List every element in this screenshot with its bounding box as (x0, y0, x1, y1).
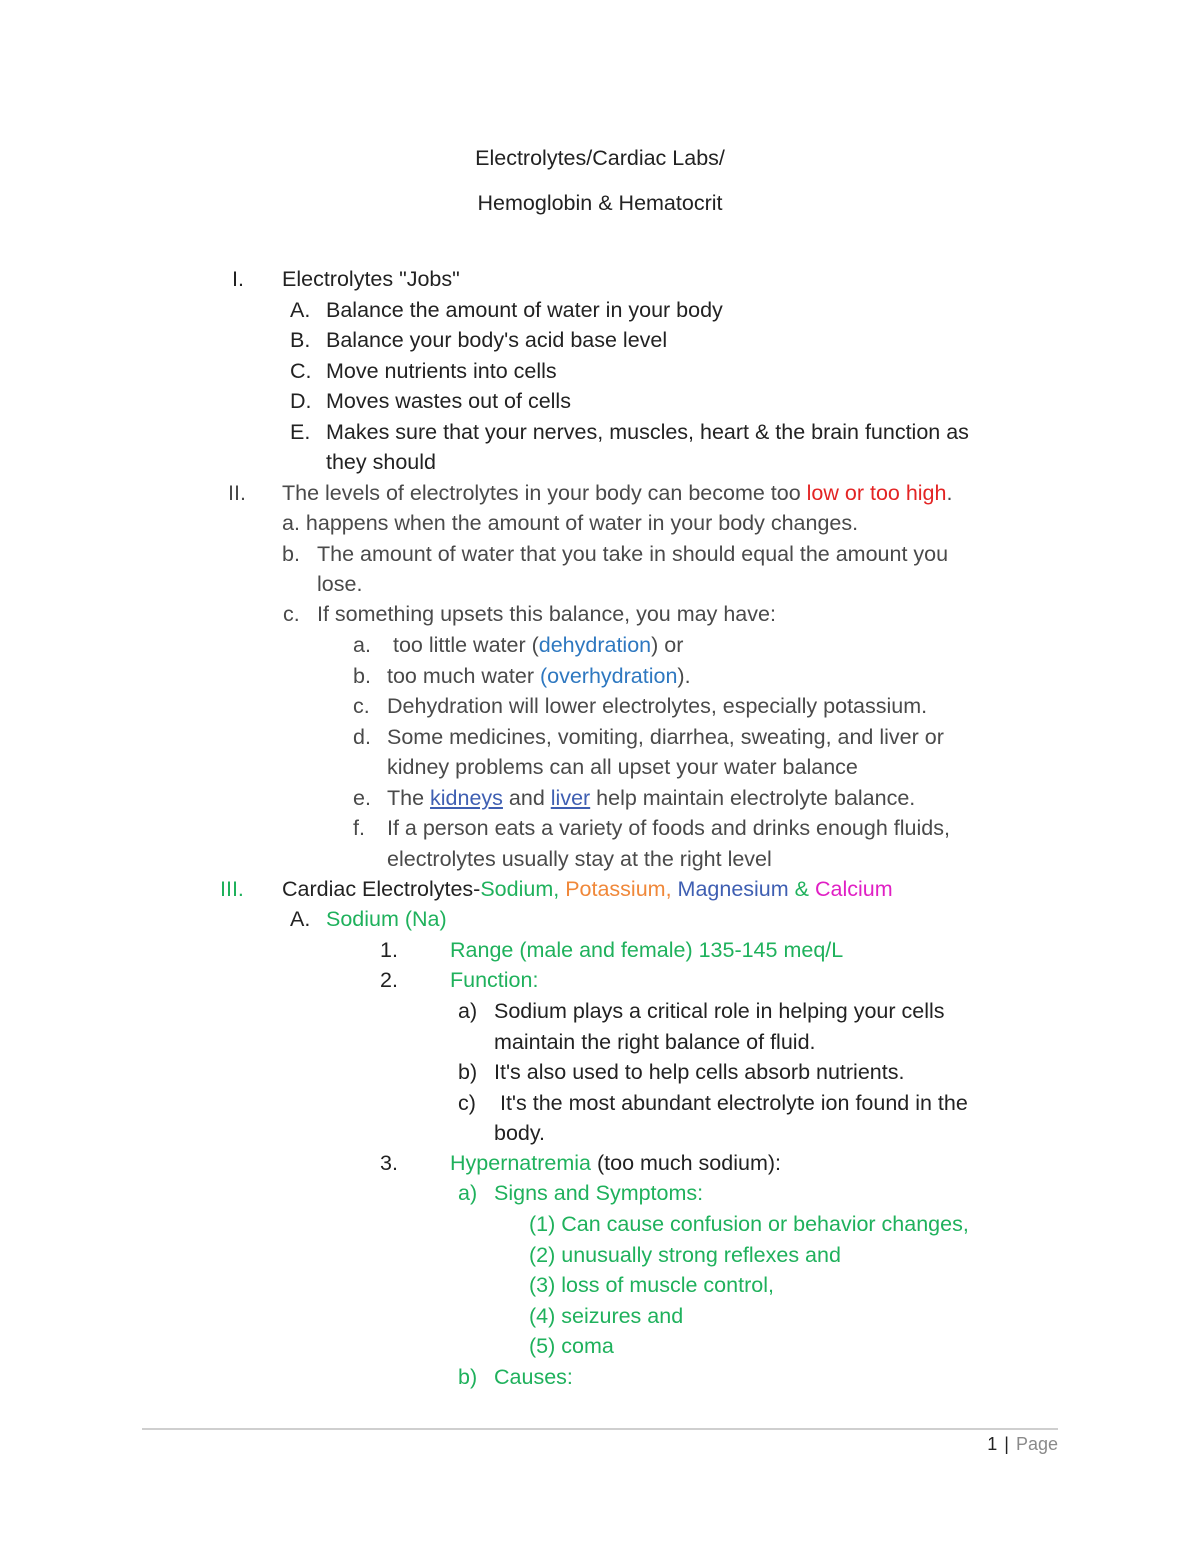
list-marker: b. (353, 664, 371, 688)
list-item-continuation: lose. (317, 572, 363, 596)
list-marker: d. (353, 725, 371, 749)
list-item: It's also used to help cells absorb nutrients. (494, 1060, 905, 1084)
section-2-heading: The levels of electrolytes in your body can become too low or too high. (282, 481, 953, 505)
list-item: The amount of water that you take in should equal the amount you (317, 542, 949, 566)
symptom-item: (2) unusually strong reflexes and (529, 1243, 841, 1267)
symptom-item: (3) loss of muscle control, (529, 1273, 774, 1297)
list-item: too little water (dehydration) or (387, 633, 684, 657)
symptom-item: (1) Can cause confusion or behavior changes, (529, 1212, 969, 1236)
page-label: Page (1015, 1434, 1058, 1454)
list-item: Signs and Symptoms: (494, 1181, 704, 1205)
section-3-number: III. (220, 877, 244, 901)
term-dehydration: dehydration (538, 633, 652, 657)
list-marker: 1. (380, 938, 398, 962)
list-item: Balance the amount of water in your body (326, 298, 723, 322)
term-overhydration: (overhydration (539, 664, 678, 688)
symptom-item: (4) seizures and (529, 1304, 684, 1328)
list-item: If a person eats a variety of foods and drinks enough fluids, (387, 816, 950, 840)
symptom-item: (5) coma (529, 1334, 614, 1358)
list-item: Hypernatremia (too much sodium): (450, 1151, 781, 1175)
section-3-heading: Cardiac Electrolytes-Sodium, Potassium, Magnesium & Calcium (282, 877, 893, 901)
list-marker: D. (290, 389, 312, 413)
highlight-red: low or too high (806, 481, 947, 505)
doc-title-line-1: Electrolytes/Cardiac Labs/ (475, 146, 725, 170)
list-item-continuation: body. (494, 1121, 545, 1145)
term-magnesium: Magnesium (677, 877, 789, 901)
list-item: Balance your body's acid base level (326, 328, 668, 352)
list-marker: A. (290, 298, 311, 322)
list-item: If something upsets this balance, you may have: (317, 602, 776, 626)
list-marker: a) (458, 999, 478, 1023)
term-hypernatremia: Hypernatremia (450, 1151, 591, 1175)
list-item: Dehydration will lower electrolytes, especially potassium. (387, 694, 928, 718)
page-footer (987, 1434, 1058, 1455)
list-item: Move nutrients into cells (326, 359, 557, 383)
list-marker: A. (290, 907, 311, 931)
list-item: Some medicines, vomiting, diarrhea, sweating, and liver or (387, 725, 944, 749)
list-marker: a. (353, 633, 371, 657)
list-marker: a) (458, 1181, 478, 1205)
list-marker: C. (290, 359, 312, 383)
list-item: a. happens when the amount of water in your body changes. (282, 511, 859, 535)
list-marker: b) (458, 1060, 478, 1084)
footer-divider (142, 1428, 1058, 1430)
list-item-continuation: kidney problems can all upset your water balance (387, 755, 858, 779)
kidneys-link[interactable]: kidneys (430, 786, 503, 810)
list-item: Makes sure that your nerves, muscles, heart & the brain function as (326, 420, 969, 444)
list-marker: c. (353, 694, 370, 718)
list-marker: E. (290, 420, 311, 444)
list-marker: 3. (380, 1151, 398, 1175)
list-item: Function: (450, 968, 539, 992)
section-1-heading: Electrolytes "Jobs" (282, 267, 460, 291)
doc-title-line-2: Hemoglobin & Hematocrit (477, 191, 723, 215)
list-marker: c) (458, 1091, 476, 1115)
list-item: The kidneys and liver help maintain electrolyte balance. (387, 786, 916, 810)
term-sodium: Sodium (480, 877, 554, 901)
list-marker: b) (458, 1365, 478, 1389)
list-marker: B. (290, 328, 311, 352)
list-marker: e. (353, 786, 371, 810)
list-item: Moves wastes out of cells (326, 389, 571, 413)
list-item-continuation: they should (326, 450, 436, 474)
list-item: Range (male and female) 135-145 meq/L (450, 938, 844, 962)
list-item: Causes: (494, 1365, 573, 1389)
list-item-continuation: electrolytes usually stay at the right level (387, 847, 772, 871)
list-marker: b. (282, 542, 300, 566)
list-marker: f. (353, 816, 365, 840)
section-1-number: I. (232, 267, 244, 291)
list-item: It's the most abundant electrolyte ion found in the (494, 1091, 968, 1115)
term-potassium: Potassium (565, 877, 666, 901)
subsection-heading: Sodium (Na) (326, 907, 447, 931)
list-item: too much water (overhydration). (387, 664, 691, 688)
page-number: 1 (987, 1434, 998, 1454)
list-marker: 2. (380, 968, 398, 992)
list-item: Sodium plays a critical role in helping your cells (494, 999, 945, 1023)
footer-separator: | (1004, 1434, 1009, 1454)
list-item-continuation: maintain the right balance of fluid. (494, 1030, 816, 1054)
liver-link[interactable]: liver (550, 786, 591, 810)
term-calcium: Calcium (814, 877, 893, 901)
section-2-number: II. (228, 481, 246, 505)
list-marker: c. (283, 602, 300, 626)
